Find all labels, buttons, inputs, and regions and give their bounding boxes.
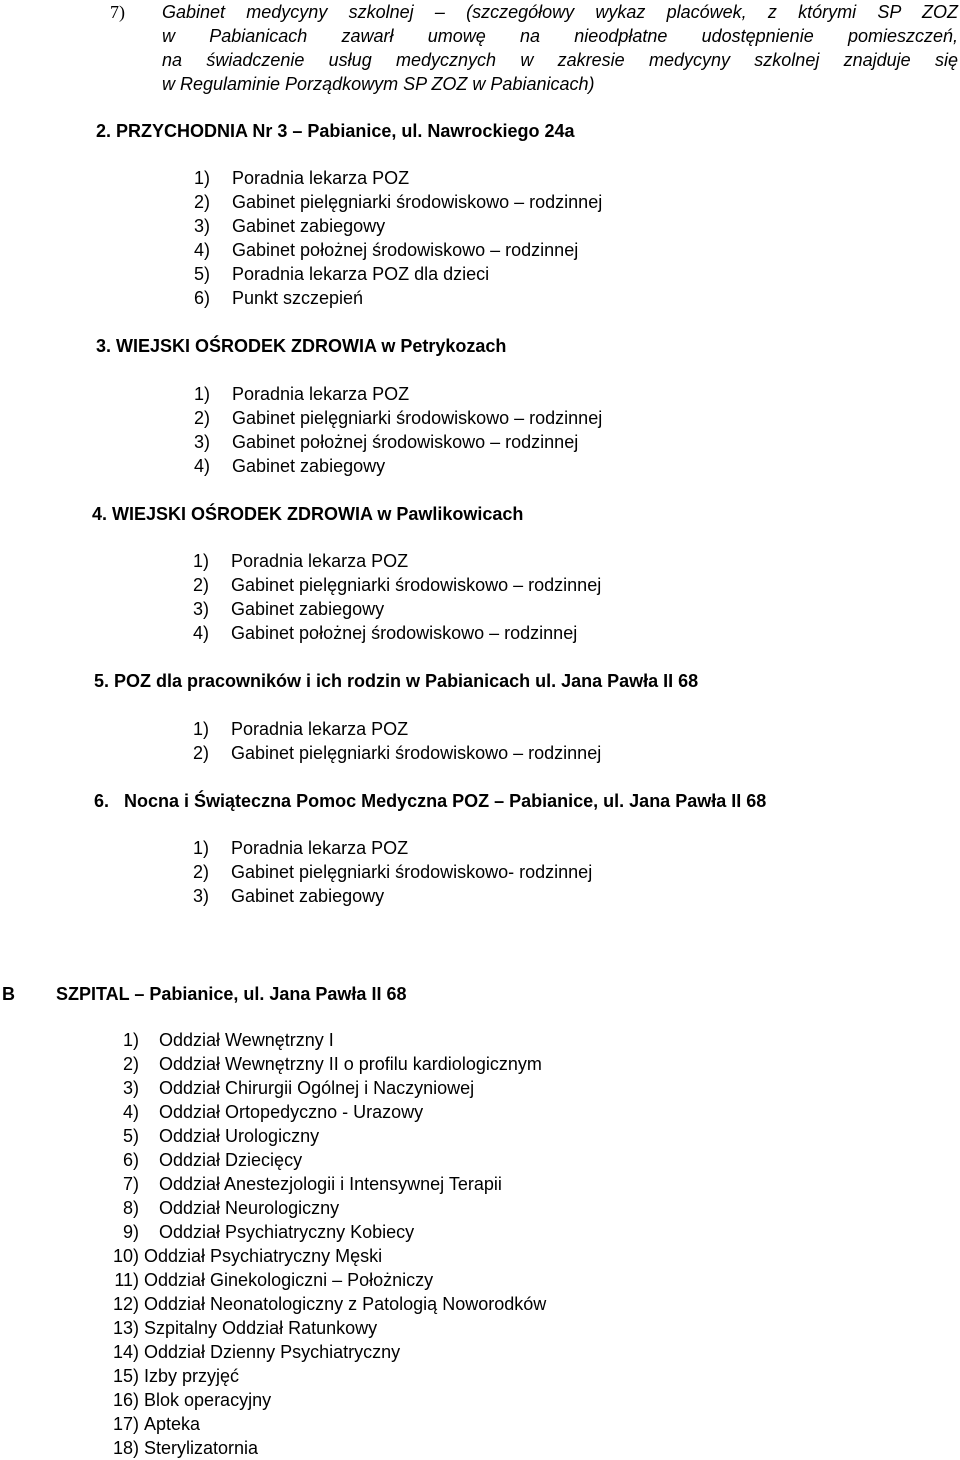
list-item: 4) Gabinet położnej środowiskowo – rodzinnej [193, 623, 578, 643]
intro-item-number: 7) [110, 2, 125, 22]
list-item: 3) Gabinet zabiegowy [194, 216, 386, 236]
section-heading-petrykozy: 3. WIEJSKI OŚRODEK ZDROWIA w Petrykozach [96, 336, 507, 356]
list-item: 3) Gabinet zabiegowy [193, 599, 385, 619]
list-item: 3) Gabinet położnej środowiskowo – rodzinnej [194, 432, 579, 452]
section-heading-szpital: SZPITAL – Pabianice, ul. Jana Pawła II 68 [56, 984, 407, 1004]
intro-line-3: na świadczenie usług medycznych w zakresie medycyny szkolnej znajduje się [162, 50, 958, 70]
intro-line-1: Gabinet medycyny szkolnej – (szczegółowy wykaz placówek, z którymi SP ZOZ [162, 2, 958, 22]
list-item: 4) Gabinet położnej środowiskowo – rodzinnej [194, 240, 579, 260]
list-item: 3) Oddział Chirurgii Ogólnej i Naczyniowej [122, 1078, 475, 1098]
intro-line-4: w Regulaminie Porządkowym SP ZOZ w Pabianicach) [162, 74, 595, 94]
list-item: 9) Oddział Psychiatryczny Kobiecy [122, 1222, 415, 1242]
list-item: 1) Oddział Wewnętrzny I [122, 1030, 334, 1050]
section-heading-poz-pracownikow: 5. POZ dla pracowników i ich rodzin w Pabianicach ul. Jana Pawła II 68 [94, 671, 699, 691]
list-item: 1) Poradnia lekarza POZ [194, 168, 410, 188]
list-item: 16) Blok operacyjny [112, 1390, 272, 1410]
list-item: 11) Oddział Ginekologiczni – Położniczy [114, 1270, 434, 1290]
section-heading-nocna-pomoc: 6. Nocna i Świąteczna Pomoc Medyczna POZ – Pabianice, ul. Jana Pawła II 68 [94, 791, 767, 811]
list-item: 6) Oddział Dziecięcy [122, 1150, 303, 1170]
list-item: 2) Oddział Wewnętrzny II o profilu kardiologicznym [122, 1054, 542, 1074]
list-item: 4) Oddział Ortopedyczno - Urazowy [122, 1102, 424, 1122]
section-letter-b: B [2, 984, 15, 1004]
list-item: 1) Poradnia lekarza POZ [193, 719, 409, 739]
list-item: 5) Poradnia lekarza POZ dla dzieci [194, 264, 490, 284]
list-item: 2) Gabinet pielęgniarki środowiskowo- rodzinnej [193, 862, 593, 882]
list-item: 10) Oddział Psychiatryczny Męski [112, 1246, 383, 1266]
list-item: 4) Gabinet zabiegowy [194, 456, 386, 476]
list-item: 1) Poradnia lekarza POZ [193, 551, 409, 571]
list-item: 1) Poradnia lekarza POZ [193, 838, 409, 858]
list-item: 15) Izby przyjęć [112, 1366, 240, 1386]
list-item: 2) Gabinet pielęgniarki środowiskowo – rodzinnej [193, 575, 602, 595]
list-item: 13) Szpitalny Oddział Ratunkowy [112, 1318, 378, 1338]
list-item: 2) Gabinet pielęgniarki środowiskowo – rodzinnej [194, 408, 603, 428]
list-item: 7) Oddział Anestezjologii i Intensywnej Terapii [122, 1174, 502, 1194]
list-item: 14) Oddział Dzienny Psychiatryczny [112, 1342, 401, 1362]
list-item: 2) Gabinet pielęgniarki środowiskowo – rodzinnej [193, 743, 602, 763]
list-item: 18) Sterylizatornia [112, 1438, 259, 1458]
section-heading-przychodnia: 2. PRZYCHODNIA Nr 3 – Pabianice, ul. Nawrockiego 24a [96, 121, 575, 141]
list-item: 8) Oddział Neurologiczny [122, 1198, 340, 1218]
list-item: 2) Gabinet pielęgniarki środowiskowo – rodzinnej [194, 192, 603, 212]
list-item: 1) Poradnia lekarza POZ [194, 384, 410, 404]
section-heading-pawlikowice: 4. WIEJSKI OŚRODEK ZDROWIA w Pawlikowicach [92, 504, 524, 524]
list-item: 6) Punkt szczepień [194, 288, 364, 308]
list-item: 17) Apteka [112, 1414, 201, 1434]
list-item: 3) Gabinet zabiegowy [193, 886, 385, 906]
list-item: 5) Oddział Urologiczny [122, 1126, 320, 1146]
intro-line-2: w Pabianicach zawarł umowę na nieodpłatne udostępnienie pomieszczeń, [162, 26, 958, 46]
list-item: 12) Oddział Neonatologiczny z Patologią Noworodków [112, 1294, 547, 1314]
